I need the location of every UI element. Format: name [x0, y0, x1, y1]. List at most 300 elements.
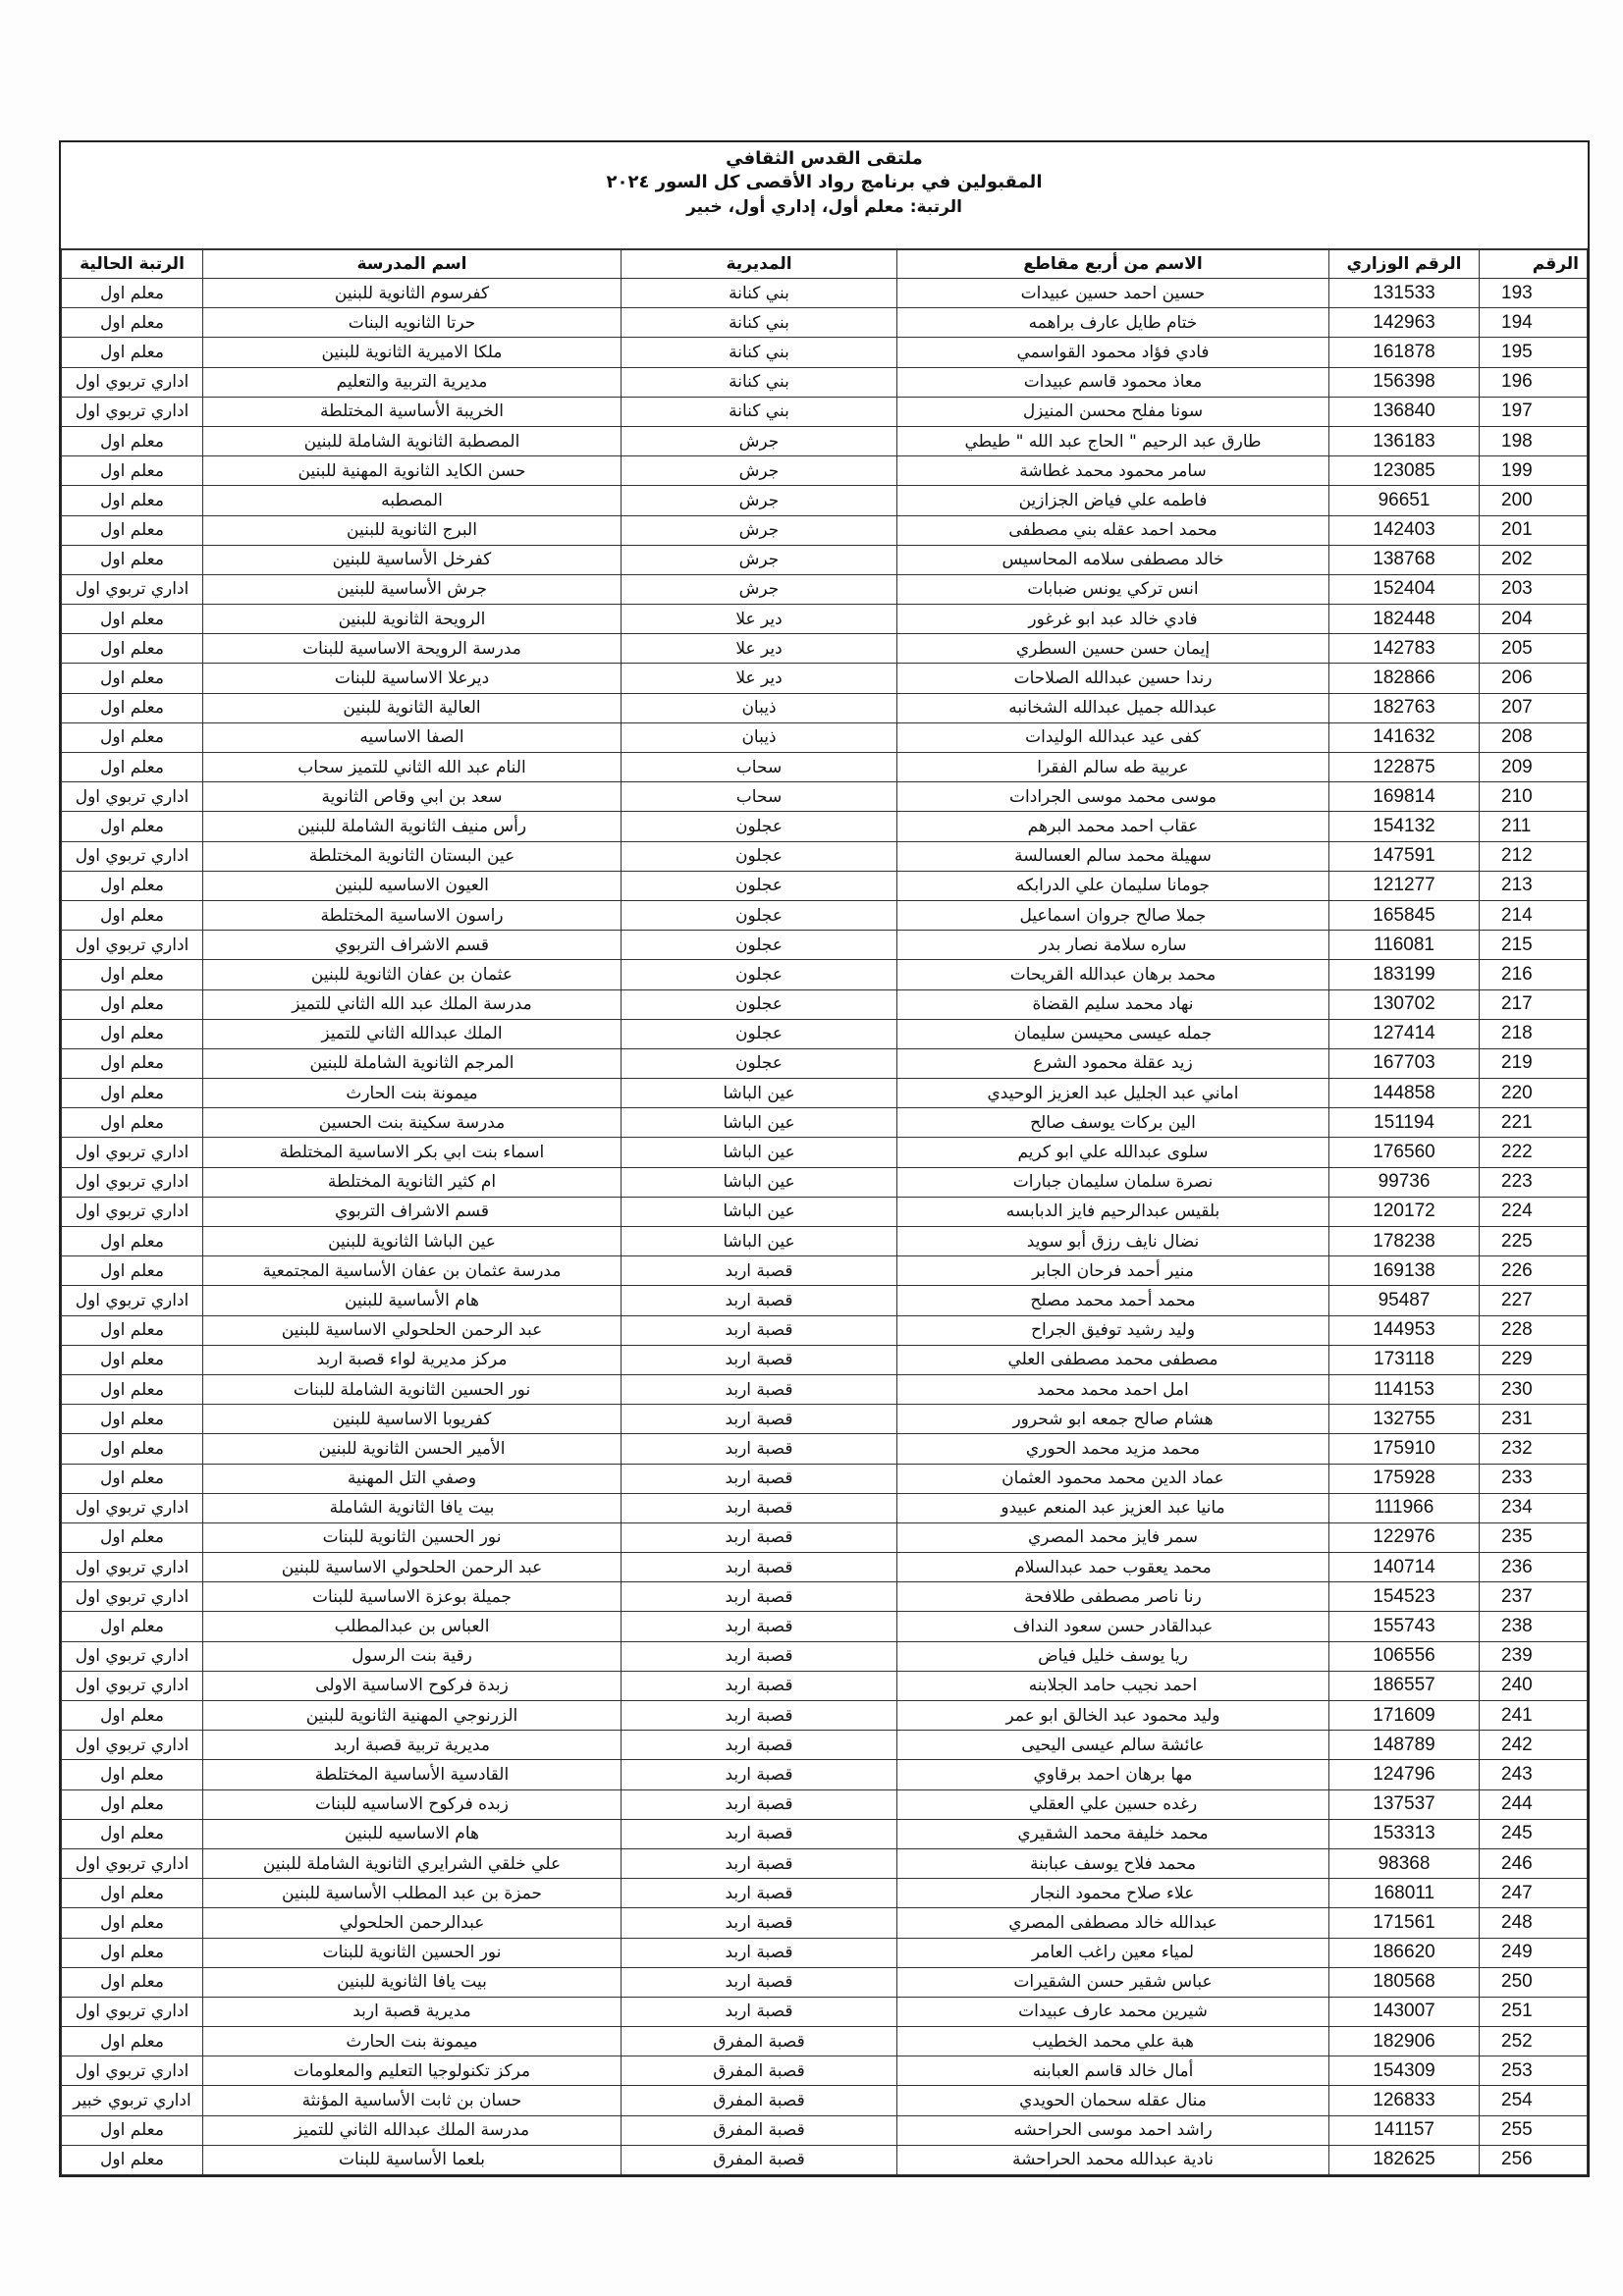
- row-number: 219: [1480, 1048, 1588, 1078]
- row-number: 244: [1480, 1789, 1588, 1819]
- full-name: محمد أحمد محمد مصلح: [897, 1286, 1329, 1315]
- table-row: [62, 367, 1588, 397]
- school-name: العيون الاساسيه للبنين: [203, 871, 622, 900]
- ministry-id: 137537: [1329, 1789, 1480, 1819]
- accepted-participants-table: [61, 249, 1588, 2175]
- directorate: عجلون: [622, 989, 897, 1019]
- full-name: رنا ناصر مصطفى طلافحة: [897, 1582, 1329, 1612]
- current-rank: معلم اول: [62, 426, 203, 455]
- directorate: قصبة اربد: [622, 1405, 897, 1434]
- directorate: قصبة اربد: [622, 1967, 897, 1997]
- full-name: فاطمه علي فياض الجزازين: [897, 486, 1329, 515]
- row-number: 218: [1480, 1019, 1588, 1048]
- ministry-id: 151194: [1329, 1108, 1480, 1138]
- row-number: 201: [1480, 515, 1588, 545]
- table-row: [62, 1374, 1588, 1404]
- directorate: عجلون: [622, 931, 897, 960]
- school-name: علي خلقي الشرايري الثانوية الشاملة للبنين: [203, 1848, 622, 1878]
- full-name: حسين احمد حسين عبيدات: [897, 279, 1329, 308]
- ministry-id: 154132: [1329, 812, 1480, 841]
- school-name: عبدالرحمن الحلحولي: [203, 1908, 622, 1938]
- directorate: قصبة اربد: [622, 1493, 897, 1522]
- directorate: عجلون: [622, 900, 897, 930]
- current-rank: معلم اول: [62, 456, 203, 486]
- ministry-id: 141157: [1329, 2115, 1480, 2145]
- current-rank: معلم اول: [62, 338, 203, 367]
- full-name: جملا صالح جروان اسماعيل: [897, 900, 1329, 930]
- table-row: [62, 931, 1588, 960]
- current-rank: اداري تربوي اول: [62, 1553, 203, 1582]
- table-row: [62, 279, 1588, 308]
- full-name: زيد عقلة محمود الشرع: [897, 1048, 1329, 1078]
- full-name: انس تركي يونس ضبابات: [897, 574, 1329, 604]
- school-name: مدرسة عثمان بن عفان الأساسية المجتمعية: [203, 1256, 622, 1286]
- table-row: [62, 515, 1588, 545]
- current-rank: معلم اول: [62, 605, 203, 634]
- directorate: عين الباشا: [622, 1138, 897, 1167]
- directorate: سحاب: [622, 782, 897, 812]
- full-name: محمد خليفة محمد الشقيري: [897, 1819, 1329, 1848]
- ministry-id: 175928: [1329, 1464, 1480, 1493]
- directorate: قصبة اربد: [622, 1760, 897, 1789]
- row-number: 245: [1480, 1819, 1588, 1848]
- row-number: 252: [1480, 2027, 1588, 2056]
- school-name: البرج الثانوية للبنين: [203, 515, 622, 545]
- full-name: وليد رشيد توفيق الجراح: [897, 1315, 1329, 1345]
- current-rank: معلم اول: [62, 664, 203, 693]
- current-rank: معلم اول: [62, 1967, 203, 1997]
- full-name: بلقيس عبدالرحيم فايز الدبابسه: [897, 1197, 1329, 1226]
- full-name: موسى محمد موسى الجرادات: [897, 782, 1329, 812]
- current-rank: معلم اول: [62, 753, 203, 782]
- table-row: [62, 989, 1588, 1019]
- school-name: مركز مديرية لواء قصبة اربد: [203, 1345, 622, 1374]
- row-number: 237: [1480, 1582, 1588, 1612]
- document-header: [61, 142, 1588, 249]
- row-number: 229: [1480, 1345, 1588, 1374]
- current-rank: معلم اول: [62, 1908, 203, 1938]
- table-row: [62, 1731, 1588, 1760]
- ministry-id: 182763: [1329, 693, 1480, 722]
- school-name: الرويحة الثانوية للبنين: [203, 605, 622, 634]
- ministry-id: 143007: [1329, 1997, 1480, 2026]
- row-number: 199: [1480, 456, 1588, 486]
- directorate: بني كنانة: [622, 279, 897, 308]
- current-rank: معلم اول: [62, 1701, 203, 1731]
- school-name: كفريوبا الاساسية للبنين: [203, 1405, 622, 1434]
- ministry-id: 182448: [1329, 605, 1480, 634]
- current-rank: اداري تربوي اول: [62, 1582, 203, 1612]
- current-rank: اداري تربوي اول: [62, 1731, 203, 1760]
- current-rank: اداري تربوي اول: [62, 841, 203, 871]
- table-row: [62, 1848, 1588, 1878]
- table-row: [62, 1286, 1588, 1315]
- current-rank: معلم اول: [62, 1019, 203, 1048]
- directorate: قصبة اربد: [622, 1582, 897, 1612]
- row-number: 207: [1480, 693, 1588, 722]
- row-number: 200: [1480, 486, 1588, 515]
- ministry-id: 130702: [1329, 989, 1480, 1019]
- directorate: قصبة اربد: [622, 1789, 897, 1819]
- ministry-id: 186557: [1329, 1671, 1480, 1700]
- school-name: بلعما الأساسية للبنات: [203, 2145, 622, 2174]
- current-rank: اداري تربوي اول: [62, 1138, 203, 1167]
- table-row: [62, 1079, 1588, 1108]
- row-number: 196: [1480, 367, 1588, 397]
- current-rank: اداري تربوي اول: [62, 1997, 203, 2026]
- school-name: كفرخل الأساسية للبنين: [203, 545, 622, 574]
- column-header-school: اسم المدرسة: [203, 250, 622, 279]
- full-name: رندا حسين عبدالله الصلاحات: [897, 664, 1329, 693]
- full-name: جمله عيسى محيسن سليمان: [897, 1019, 1329, 1048]
- school-name: المرجم الثانوية الشاملة للبنين: [203, 1048, 622, 1078]
- table-row: [62, 308, 1588, 338]
- current-rank: اداري تربوي اول: [62, 1641, 203, 1671]
- ministry-id: 123085: [1329, 456, 1480, 486]
- row-number: 211: [1480, 812, 1588, 841]
- current-rank: اداري تربوي اول: [62, 1671, 203, 1700]
- row-number: 222: [1480, 1138, 1588, 1167]
- ministry-id: 178238: [1329, 1227, 1480, 1256]
- full-name: منير أحمد فرحان الجابر: [897, 1256, 1329, 1286]
- current-rank: اداري تربوي اول: [62, 1197, 203, 1226]
- full-name: كفى عيد عبدالله الوليدات: [897, 722, 1329, 752]
- row-number: 224: [1480, 1197, 1588, 1226]
- directorate: قصبة اربد: [622, 1819, 897, 1848]
- current-rank: معلم اول: [62, 1256, 203, 1286]
- current-rank: اداري تربوي اول: [62, 1493, 203, 1522]
- ministry-id: 120172: [1329, 1197, 1480, 1226]
- directorate: قصبة اربد: [622, 1345, 897, 1374]
- directorate: قصبة اربد: [622, 1315, 897, 1345]
- school-name: حسان بن ثابت الأساسية المؤنثة: [203, 2086, 622, 2115]
- full-name: سمر فايز محمد المصري: [897, 1522, 1329, 1552]
- column-header-number: الرقم: [1480, 250, 1588, 279]
- directorate: قصبة اربد: [622, 1553, 897, 1582]
- school-name: هام الأساسية للبنين: [203, 1286, 622, 1315]
- directorate: عجلون: [622, 812, 897, 841]
- school-name: الزرنوجي المهنية الثانوية للبنين: [203, 1701, 622, 1731]
- school-name: رأس منيف الثانوية الشاملة للبنين: [203, 812, 622, 841]
- school-name: عبد الرحمن الحلحولي الاساسية للبنين: [203, 1553, 622, 1582]
- table-row: [62, 1434, 1588, 1464]
- directorate: قصبة اربد: [622, 1731, 897, 1760]
- row-number: 226: [1480, 1256, 1588, 1286]
- current-rank: اداري تربوي اول: [62, 931, 203, 960]
- ministry-id: 168011: [1329, 1879, 1480, 1908]
- full-name: ختام طايل عارف براهمه: [897, 308, 1329, 338]
- row-number: 233: [1480, 1464, 1588, 1493]
- current-rank: معلم اول: [62, 2145, 203, 2174]
- ministry-id: 122875: [1329, 753, 1480, 782]
- directorate: قصبة اربد: [622, 1701, 897, 1731]
- school-name: العالية الثانوية للبنين: [203, 693, 622, 722]
- directorate: قصبة اربد: [622, 1879, 897, 1908]
- row-number: 198: [1480, 426, 1588, 455]
- directorate: قصبة اربد: [622, 1641, 897, 1671]
- school-name: مدرسة الرويحة الاساسية للبنات: [203, 634, 622, 664]
- directorate: بني كنانة: [622, 367, 897, 397]
- row-number: 214: [1480, 900, 1588, 930]
- current-rank: معلم اول: [62, 1789, 203, 1819]
- table-row: [62, 2115, 1588, 2145]
- full-name: سهيلة محمد سالم العسالسة: [897, 841, 1329, 871]
- school-name: مديرية تربية قصبة اربد: [203, 1731, 622, 1760]
- directorate: قصبة اربد: [622, 1286, 897, 1315]
- table-row: [62, 1345, 1588, 1374]
- ministry-id: 136840: [1329, 397, 1480, 426]
- table-row: [62, 1879, 1588, 1908]
- table-row: [62, 397, 1588, 426]
- table-row: [62, 841, 1588, 871]
- row-number: 256: [1480, 2145, 1588, 2174]
- school-name: نور الحسين الثانوية الشاملة للبنات: [203, 1374, 622, 1404]
- full-name: نصرة سلمان سليمان جبارات: [897, 1167, 1329, 1197]
- row-number: 193: [1480, 279, 1588, 308]
- ministry-id: 183199: [1329, 960, 1480, 989]
- directorate: عجلون: [622, 1048, 897, 1078]
- full-name: عقاب احمد محمد البرهم: [897, 812, 1329, 841]
- school-name: حرتا الثانويه البنات: [203, 308, 622, 338]
- table-row: [62, 2056, 1588, 2086]
- directorate: قصبة اربد: [622, 1997, 897, 2026]
- full-name: عباس شقير حسن الشقيرات: [897, 1967, 1329, 1997]
- school-name: مديرية قصبة اربد: [203, 1997, 622, 2026]
- table-row: [62, 338, 1588, 367]
- table-row: [62, 1612, 1588, 1641]
- table-row: [62, 1493, 1588, 1522]
- school-name: رقية بنت الرسول: [203, 1641, 622, 1671]
- full-name: نادية عبدالله محمد الحراحشة: [897, 2145, 1329, 2174]
- directorate: دير علا: [622, 634, 897, 664]
- full-name: هبة علي محمد الخطيب: [897, 2027, 1329, 2056]
- ministry-id: 182906: [1329, 2027, 1480, 2056]
- full-name: عبدالله جميل عبدالله الشخانبه: [897, 693, 1329, 722]
- ministry-id: 154309: [1329, 2056, 1480, 2086]
- table-row: [62, 960, 1588, 989]
- full-name: خالد مصطفى سلامه المحاسيس: [897, 545, 1329, 574]
- current-rank: اداري تربوي اول: [62, 574, 203, 604]
- row-number: 248: [1480, 1908, 1588, 1938]
- directorate: سحاب: [622, 753, 897, 782]
- ministry-id: 167703: [1329, 1048, 1480, 1078]
- full-name: شيرين محمد عارف عبيدات: [897, 1997, 1329, 2026]
- school-name: حسن الكايد الثانوية المهنية للبنين: [203, 456, 622, 486]
- ministry-id: 122976: [1329, 1522, 1480, 1552]
- ministry-id: 99736: [1329, 1167, 1480, 1197]
- current-rank: اداري تربوي اول: [62, 1167, 203, 1197]
- current-rank: معلم اول: [62, 2027, 203, 2056]
- ministry-id: 121277: [1329, 871, 1480, 900]
- current-rank: معلم اول: [62, 722, 203, 752]
- school-name: اسماء بنت ابي بكر الاساسية المختلطة: [203, 1138, 622, 1167]
- table-row: [62, 545, 1588, 574]
- school-name: نور الحسين الثانوية للبنات: [203, 1938, 622, 1967]
- table-row: [62, 1760, 1588, 1789]
- directorate: عجلون: [622, 960, 897, 989]
- table-row: [62, 1671, 1588, 1700]
- full-name: نهاد محمد سليم القضاة: [897, 989, 1329, 1019]
- full-name: محمد فلاح يوسف عبابنة: [897, 1848, 1329, 1878]
- school-name: جميلة بوعزة الاساسية للبنات: [203, 1582, 622, 1612]
- table-row: [62, 1138, 1588, 1167]
- full-name: مصطفى محمد مصطفى العلي: [897, 1345, 1329, 1374]
- current-rank: معلم اول: [62, 693, 203, 722]
- table-row: [62, 1701, 1588, 1731]
- directorate: بني كنانة: [622, 397, 897, 426]
- table-header-row: [62, 250, 1588, 279]
- school-name: قسم الاشراف التربوي: [203, 1197, 622, 1226]
- ministry-id: 152404: [1329, 574, 1480, 604]
- table-row: [62, 722, 1588, 752]
- directorate: قصبة المفرق: [622, 2115, 897, 2145]
- ministry-id: 116081: [1329, 931, 1480, 960]
- current-rank: معلم اول: [62, 1464, 203, 1493]
- directorate: دير علا: [622, 605, 897, 634]
- table-row: [62, 782, 1588, 812]
- full-name: امل احمد محمد محمد: [897, 1374, 1329, 1404]
- current-rank: معلم اول: [62, 1374, 203, 1404]
- current-rank: معلم اول: [62, 634, 203, 664]
- row-number: 204: [1480, 605, 1588, 634]
- directorate: قصبة المفرق: [622, 2027, 897, 2056]
- full-name: جومانا سليمان علي الدرابكه: [897, 871, 1329, 900]
- current-rank: معلم اول: [62, 1938, 203, 1967]
- school-name: قسم الاشراف التربوي: [203, 931, 622, 960]
- full-name: سونا مفلح محسن المنيزل: [897, 397, 1329, 426]
- row-number: 253: [1480, 2056, 1588, 2086]
- full-name: عربية طه سالم الفقرا: [897, 753, 1329, 782]
- table-row: [62, 426, 1588, 455]
- school-name: مدرسة الملك عبدالله الثاني للتميز: [203, 2115, 622, 2145]
- directorate: قصبة اربد: [622, 1256, 897, 1286]
- document-frame: [59, 140, 1590, 2177]
- table-row: [62, 1908, 1588, 1938]
- ministry-id: 169814: [1329, 782, 1480, 812]
- ministry-id: 153313: [1329, 1819, 1480, 1848]
- ministry-id: 144858: [1329, 1079, 1480, 1108]
- directorate: قصبة المفرق: [622, 2056, 897, 2086]
- current-rank: معلم اول: [62, 1612, 203, 1641]
- school-name: جرش الأساسية للبنين: [203, 574, 622, 604]
- current-rank: معلم اول: [62, 515, 203, 545]
- current-rank: معلم اول: [62, 1760, 203, 1789]
- row-number: 247: [1480, 1879, 1588, 1908]
- school-name: العباس بن عبدالمطلب: [203, 1612, 622, 1641]
- directorate: قصبة اربد: [622, 1522, 897, 1552]
- ministry-id: 138768: [1329, 545, 1480, 574]
- directorate: عين الباشا: [622, 1197, 897, 1226]
- row-number: 225: [1480, 1227, 1588, 1256]
- full-name: معاذ محمود قاسم عبيدات: [897, 367, 1329, 397]
- current-rank: معلم اول: [62, 1819, 203, 1848]
- directorate: جرش: [622, 515, 897, 545]
- school-name: المصطبة الثانوية الشاملة للبنين: [203, 426, 622, 455]
- directorate: جرش: [622, 456, 897, 486]
- school-name: كفرسوم الثانوية للبنين: [203, 279, 622, 308]
- table-row: [62, 2086, 1588, 2115]
- table-row: [62, 1938, 1588, 1967]
- current-rank: اداري تربوي اول: [62, 1848, 203, 1878]
- row-number: 197: [1480, 397, 1588, 426]
- ministry-id: 182625: [1329, 2145, 1480, 2174]
- school-name: الأمير الحسن الثانوية للبنين: [203, 1434, 622, 1464]
- school-name: ميمونة بنت الحارث: [203, 2027, 622, 2056]
- school-name: ملكا الاميرية الثانوية للبنين: [203, 338, 622, 367]
- row-number: 231: [1480, 1405, 1588, 1434]
- directorate: ذيبان: [622, 693, 897, 722]
- full-name: فادي فؤاد محمود القواسمي: [897, 338, 1329, 367]
- row-number: 238: [1480, 1612, 1588, 1641]
- school-name: مدرسة الملك عبد الله الثاني للتميز: [203, 989, 622, 1019]
- table-row: [62, 574, 1588, 604]
- header-rank-line: الرتبة: معلم أول، إداري أول، خبير: [686, 197, 962, 217]
- table-row: [62, 1227, 1588, 1256]
- row-number: 243: [1480, 1760, 1588, 1789]
- row-number: 254: [1480, 2086, 1588, 2115]
- row-number: 205: [1480, 634, 1588, 664]
- row-number: 209: [1480, 753, 1588, 782]
- ministry-id: 114153: [1329, 1374, 1480, 1404]
- current-rank: اداري تربوي اول: [62, 782, 203, 812]
- directorate: عين الباشا: [622, 1108, 897, 1138]
- school-name: مركز تكنولوجيا التعليم والمعلومات: [203, 2056, 622, 2086]
- current-rank: معلم اول: [62, 279, 203, 308]
- full-name: سامر محمود محمد غطاشة: [897, 456, 1329, 486]
- row-number: 216: [1480, 960, 1588, 989]
- row-number: 240: [1480, 1671, 1588, 1700]
- table-row: [62, 1405, 1588, 1434]
- full-name: عبدالقادر حسن سعود النداف: [897, 1612, 1329, 1641]
- row-number: 227: [1480, 1286, 1588, 1315]
- full-name: مانيا عبد العزيز عبد المنعم عبيدو: [897, 1493, 1329, 1522]
- table-row: [62, 2145, 1588, 2174]
- school-name: عثمان بن عفان الثانوية للبنين: [203, 960, 622, 989]
- row-number: 255: [1480, 2115, 1588, 2145]
- school-name: النام عبد الله الثاني للتميز سحاب: [203, 753, 622, 782]
- table-row: [62, 1464, 1588, 1493]
- current-rank: معلم اول: [62, 1227, 203, 1256]
- table-row: [62, 900, 1588, 930]
- ministry-id: 180568: [1329, 1967, 1480, 1997]
- ministry-id: 165845: [1329, 900, 1480, 930]
- row-number: 228: [1480, 1315, 1588, 1345]
- directorate: بني كنانة: [622, 338, 897, 367]
- table-row: [62, 1197, 1588, 1226]
- school-name: مديرية التربية والتعليم: [203, 367, 622, 397]
- row-number: 242: [1480, 1731, 1588, 1760]
- school-name: المصطبه: [203, 486, 622, 515]
- ministry-id: 182866: [1329, 664, 1480, 693]
- row-number: 246: [1480, 1848, 1588, 1878]
- full-name: نضال نايف رزق أبو سويد: [897, 1227, 1329, 1256]
- table-row: [62, 1997, 1588, 2026]
- full-name: إيمان حسن حسين السطري: [897, 634, 1329, 664]
- current-rank: معلم اول: [62, 2115, 203, 2145]
- table-row: [62, 1641, 1588, 1671]
- ministry-id: 127414: [1329, 1019, 1480, 1048]
- full-name: محمد يعقوب حمد عبدالسلام: [897, 1553, 1329, 1582]
- directorate: عجلون: [622, 1019, 897, 1048]
- school-name: عين البستان الثانوية المختلطة: [203, 841, 622, 871]
- column-header-rank: الرتبة الحالية: [62, 250, 203, 279]
- row-number: 195: [1480, 338, 1588, 367]
- ministry-id: 144953: [1329, 1315, 1480, 1345]
- row-number: 217: [1480, 989, 1588, 1019]
- ministry-id: 141632: [1329, 722, 1480, 752]
- table-row: [62, 456, 1588, 486]
- directorate: عين الباشا: [622, 1167, 897, 1197]
